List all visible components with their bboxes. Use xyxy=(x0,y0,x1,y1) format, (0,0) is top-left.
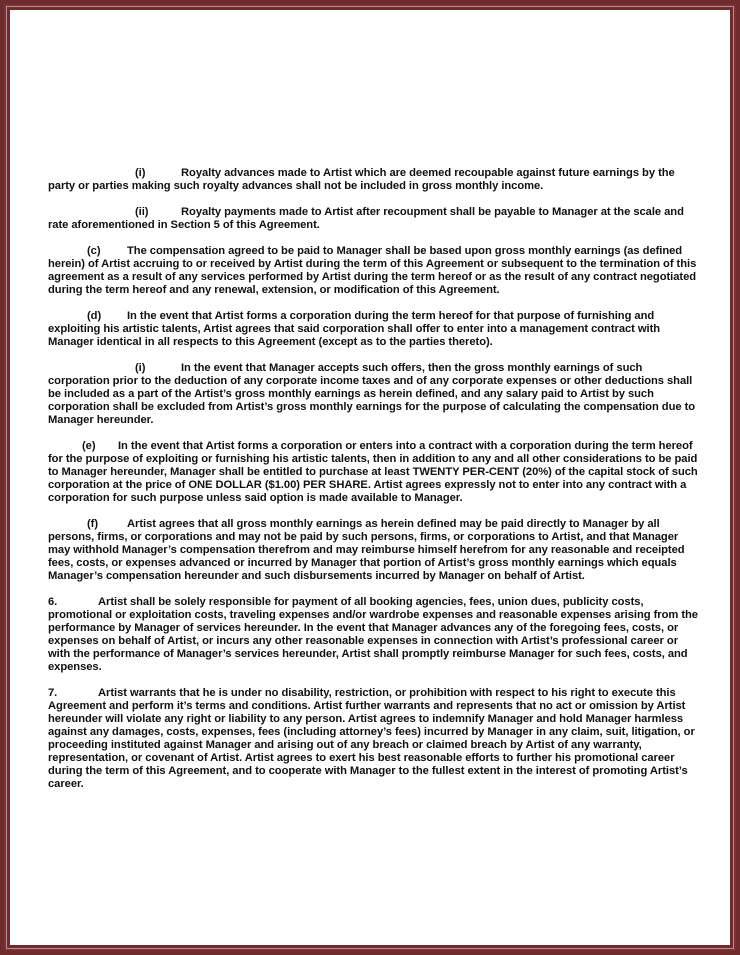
paragraph-label: (i) xyxy=(135,362,146,374)
paragraph-text: Artist warrants that he is under no disability, restriction, or prohibition with respect to his right to execute this Agreement and perform it’s terms and conditions. Artist further warrants and represents that no act or omission by Artist hereunder will violate any right or liability to any person. Artist agrees to indemnify Manager and hold Manager harmless against any damages, costs, expenses, fees (including attorney’s fees) incurred by Manager in any claim, suit, litigation, or proceeding instituted against Manager and arising out of any breach or claimed breach by Artist of any warranty, representation, or covenant of Artist. Artist agrees to exert his best reasonable efforts to further his promotional career during the term of this Agreement, and to cooperate with Manager to the fullest extent in the interest of promoting Artist’s career. xyxy=(48,687,695,790)
paragraph-f-earnings-paid xyxy=(48,518,698,583)
paragraph-text: In the event that Manager accepts such offers, then the gross monthly earnings of such corporation prior to the deduction of any corporate income taxes and of any corporate expenses or other deductions shall be included as a part of the Artist’s gross monthly earnings as herein defined, and any salary paid to Artist by such corporation shall be excluded from Artist’s gross monthly earnings for the purpose of calculating the compensation due to Manager hereunder. xyxy=(48,362,696,426)
paragraph-text: Artist shall be solely responsible for payment of all booking agencies, fees, union dues, publicity costs, promotional or exploitation costs, traveling expenses and/or wardrobe expenses and reasonable expenses arising from the performance by Manager of services hereunder. In the event that Manager advances any of the foregoing fees, costs, or expenses on behalf of Artist, or incurs any other reasonable expenses in connection with Artist’s professional career or with the performance of Manager’s services hereunder, Artist shall promptly reimburse Manager for such fees, costs, and expenses. xyxy=(48,596,698,673)
paragraph-text: The compensation agreed to be paid to Manager shall be based upon gross monthly earnings (as defined herein) of Artist accruing to or received by Artist during the term of this Agreement or subsequent to the termination of this agreement as a result of any services performed by Artist during the term hereof or as the result of any contract negotiated during the term hereof and any renewal, extension, or modification of this Agreement. xyxy=(48,245,697,296)
paragraph-royalty-advances xyxy=(48,167,698,193)
paragraph-c-compensation xyxy=(48,245,698,297)
paragraph-text: Royalty advances made to Artist which are deemed recoupable against future earnings by the party or parties making such royalty advances shall not be included in gross monthly income. xyxy=(48,167,675,192)
document-page xyxy=(10,10,730,945)
paragraph-label: (f) xyxy=(87,518,99,530)
paragraph-label: 7. xyxy=(48,687,58,699)
paragraph-royalty-payments xyxy=(48,206,698,232)
paragraph-manager-accepts xyxy=(48,362,698,427)
paragraph-text: Artist agrees that all gross monthly earnings as herein defined may be paid directly to Manager by all persons, firms, or corporations and may not be paid by such persons, firms, or corporations to Artist, and that Manager may withhold Manager’s compensation therefrom and may reimburse himself herefrom for any reasonable and receipted fees, costs, or expenses advanced or incurred by Manager that portion of Artist’s gross monthly earnings which equals Manager’s compensation hereunder and such disbursements incurred by Manager on behalf of Artist. xyxy=(48,518,685,582)
paragraph-7-warranties xyxy=(48,687,698,791)
document-body xyxy=(48,167,698,804)
paragraph-text: Royalty payments made to Artist after recoupment shall be payable to Manager at the scale and rate aforementioned in Section 5 of this Agreement. xyxy=(48,206,684,231)
paragraph-e-stock-option xyxy=(48,440,698,505)
paragraph-label: (i) xyxy=(135,167,146,179)
paragraph-label: (d) xyxy=(87,310,102,322)
paragraph-text: In the event that Artist forms a corporation or enters into a contract with a corporation during the term hereof for the purpose of exploiting or furnishing his artistic talents, then in addition to any and all other considerations to be paid to Manager hereunder, Manager shall be entitled to purchase at least TWENTY PER-CENT (20%) of the capital stock of such corporation at the price of ONE DOLLAR ($1.00) PER SHARE. Artist agrees expressly not to enter into any contract with a corporation for such purpose unless said option is made available to Manager. xyxy=(48,440,698,504)
paragraph-text: In the event that Artist forms a corporation during the term hereof for that purpose of furnishing and exploiting his artistic talents, Artist agrees that said corporation shall offer to enter into a management contract with Manager identical in all respects to this Agreement (except as to the parties thereto). xyxy=(48,310,661,348)
paragraph-label: (e) xyxy=(82,440,96,452)
paragraph-label: (ii) xyxy=(135,206,149,218)
paragraph-6-responsibilities xyxy=(48,596,698,674)
paragraph-label: 6. xyxy=(48,596,58,608)
paragraph-label: (c) xyxy=(87,245,101,257)
paragraph-d-corporation xyxy=(48,310,698,349)
